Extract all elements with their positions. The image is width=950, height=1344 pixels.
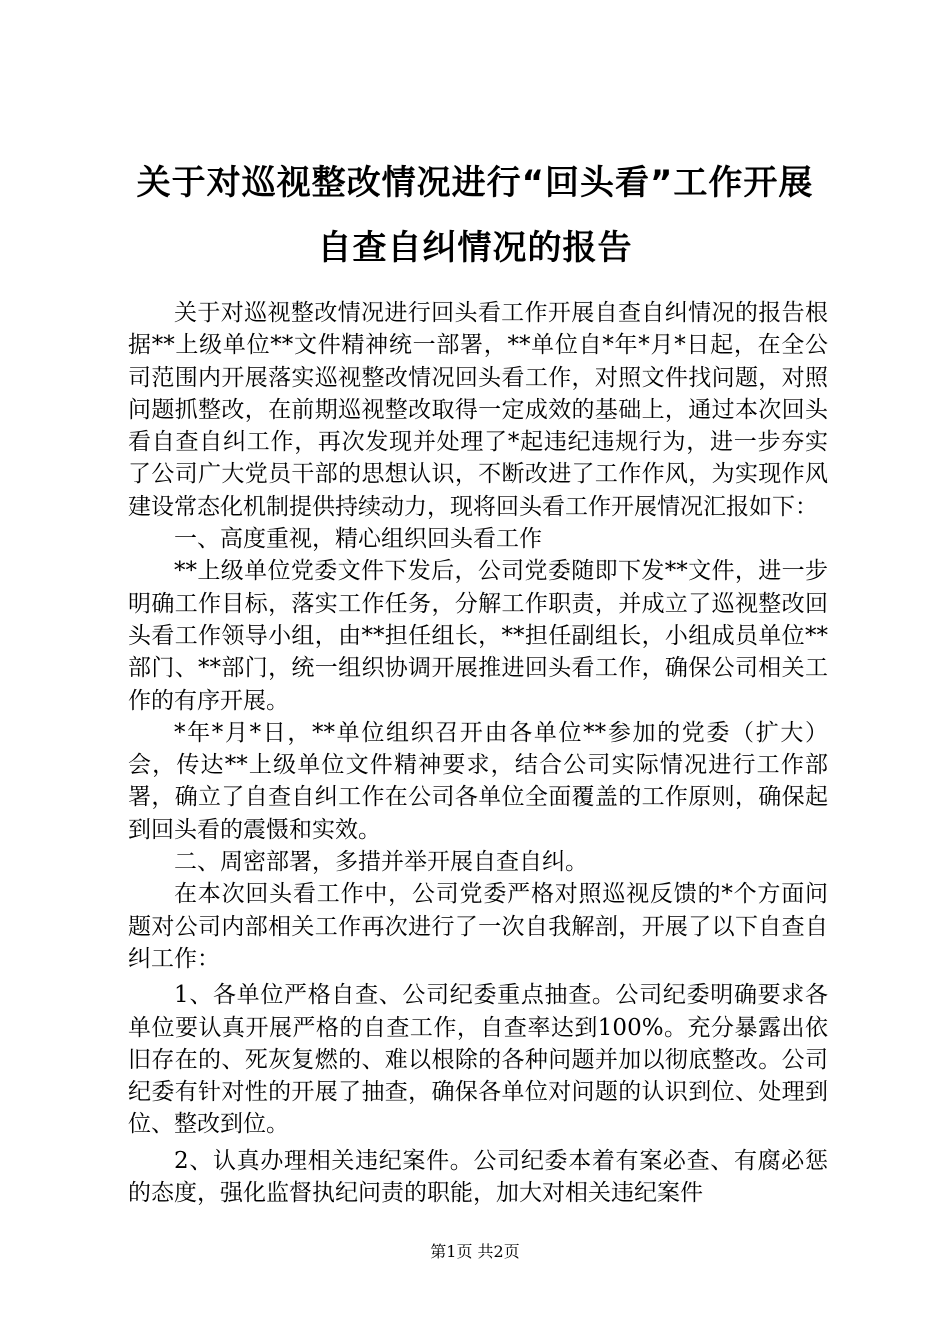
paragraph-organization: **上级单位党委文件下发后，公司党委随即下发**文件，进一步明确工作目标，落实工作任务，分解工作职责，并成立了巡视整改回头看工作领导小组，由**担任组长，**担任副组长，小组成员单位**部门、**部门，统一组织协调开展推进回头看工作，确保公司相关工作的有序开展。 [128,558,828,714]
section-heading-2: 二、周密部署，多措并举开展自查自纠。 [174,849,588,876]
paragraph-item-1: 1、各单位严格自查、公司纪委重点抽查。公司纪委明确要求各单位要认真开展严格的自查工作，自查率达到100%。充分暴露出依旧存在的、死灰复燃的、难以根除的各种问题并加以彻底整改。公司纪委有针对性的开展了抽查，确保各单位对问题的认识到位、处理到位、整改到位。 [128,982,828,1138]
section-heading-1: 一、高度重视，精心组织回头看工作 [174,526,542,553]
paragraph-meeting: *年*月*日，**单位组织召开由各单位**参加的党委（扩大）会，传达**上级单位文件精神要求，结合公司实际情况进行工作部署，确立了自查自纠工作在公司各单位全面覆盖的工作原则，确保起到回头看的震慑和实效。 [128,719,828,843]
paragraph-item-2: 2、认真办理相关违纪案件。公司纪委本着有案必查、有腐必惩的态度，强化监督执纪问责的职能，加大对相关违纪案件 [128,1147,828,1207]
paragraph-self-inspection: 在本次回头看工作中，公司党委严格对照巡视反馈的*个方面问题对公司内部相关工作再次进行了一次自我解剖，开展了以下自查自纠工作： [128,881,828,972]
paragraph-intro: 关于对巡视整改情况进行回头看工作开展自查自纠情况的报告根据**上级单位**文件精神统一部署，**单位自*年*月*日起，在全公司范围内开展落实巡视整改情况回头看工作，对照文件找问题，对照问题抓整改，在前期巡视整改取得一定成效的基础上，通过本次回头看自查自纠工作，再次发现并处理了*起违纪违规行为，进一步夯实了公司广大党员干部的思想认识，不断改进了工作作风，为实现作风建设常态化机制提供持续动力，现将回头看工作开展情况汇报如下： [128,300,828,520]
document-title-line-2: 自查自纠情况的报告 [317,228,633,268]
document-title-line-1: 关于对巡视整改情况进行“回头看”工作开展 [136,163,814,203]
page-number-footer: 第1页 共2页 [430,1242,520,1261]
document-body [128,297,828,1209]
